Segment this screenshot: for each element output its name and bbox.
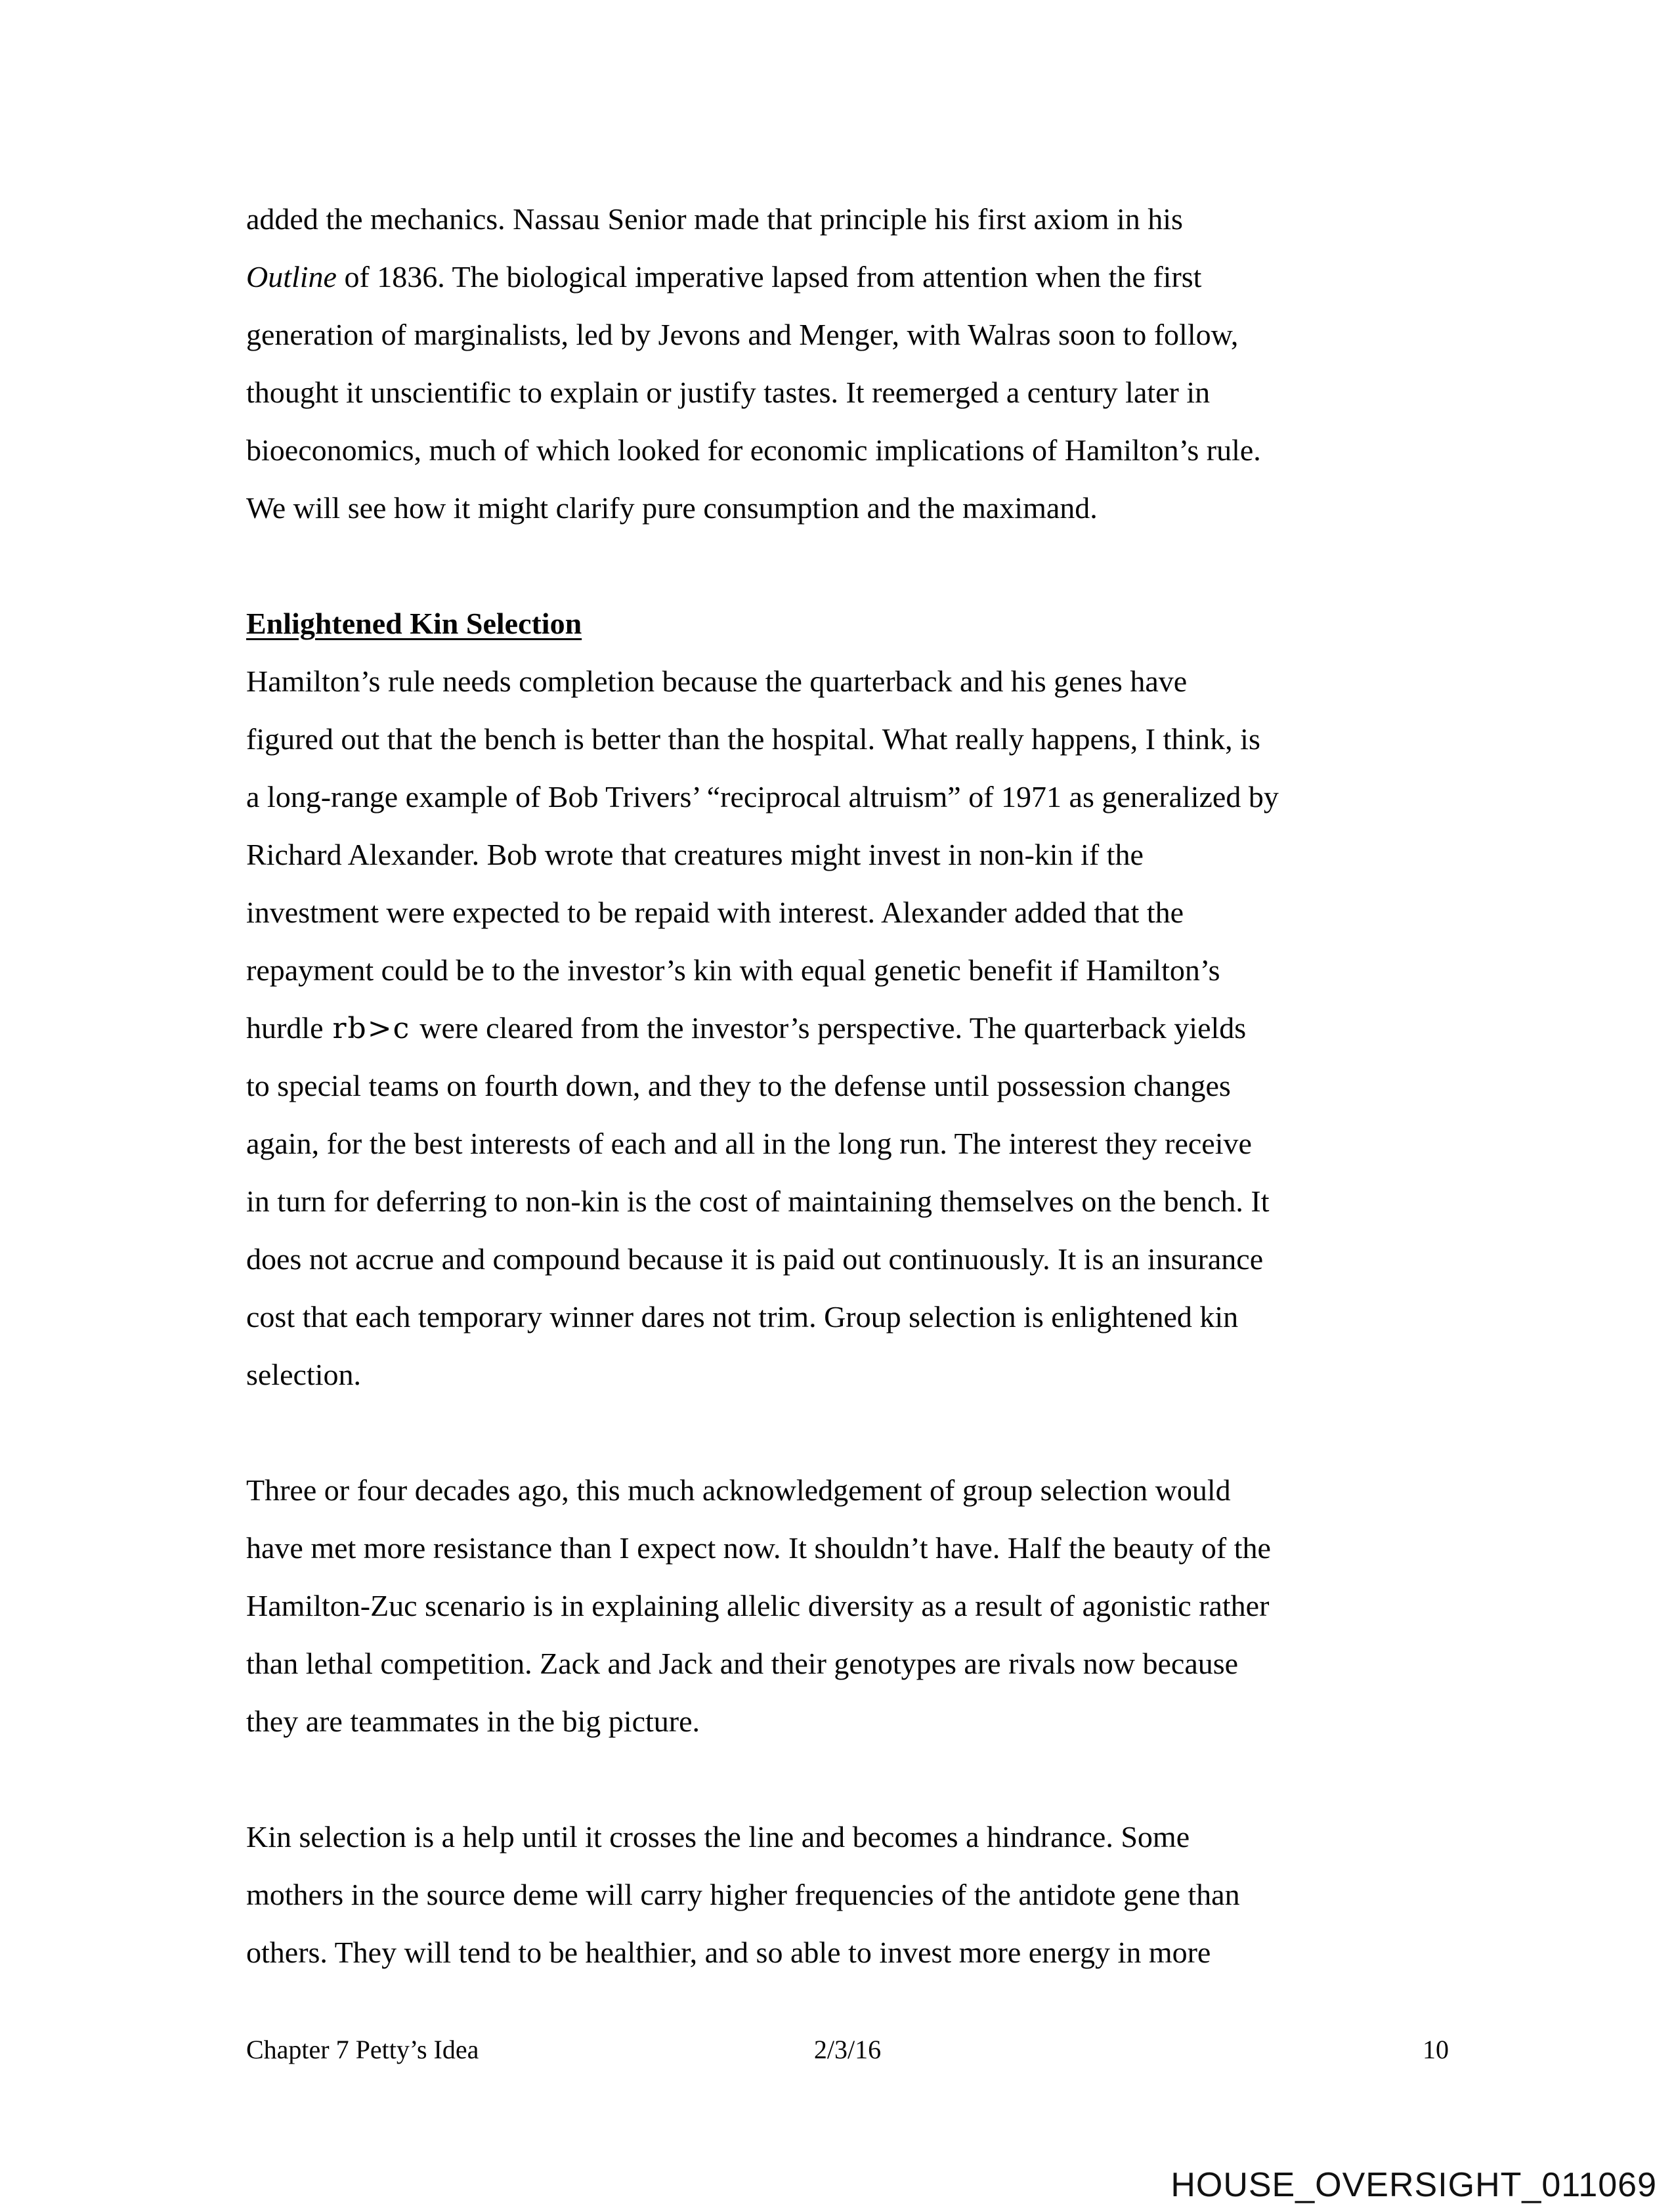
text-line (246, 1115, 1441, 1173)
text-line (246, 768, 1441, 826)
text-segment: mothers in the source deme will carry higher frequencies of the antidote gene than (246, 1878, 1240, 1911)
text-line (246, 1462, 1441, 1519)
text-segment: does not accrue and compound because it is paid out continuously. It is an insurance (246, 1242, 1264, 1276)
text-segment: they are teammates in the big picture. (246, 1704, 700, 1738)
paragraph (246, 190, 1441, 537)
text-segment: generation of marginalists, led by Jevons and Menger, with Walras soon to follow, (246, 318, 1239, 351)
text-line (246, 1693, 1441, 1750)
text-segment: than lethal competition. Zack and Jack and their genotypes are rivals now because (246, 1647, 1239, 1680)
text-line (246, 1057, 1441, 1115)
text-line (246, 1288, 1441, 1346)
text-segment: to special teams on fourth down, and they to the defense until possession changes (246, 1069, 1231, 1102)
text-segment: Richard Alexander. Bob wrote that creatures might invest in non-kin if the (246, 838, 1144, 871)
text-segment: added the mechanics. Nassau Senior made that principle his first axiom in his (246, 202, 1183, 236)
section-heading: Enlightened Kin Selection (246, 607, 582, 640)
bates-stamp: HOUSE_OVERSIGHT_011069 (1170, 2166, 1657, 2204)
text-segment: investment were expected to be repaid with interest. Alexander added that the (246, 896, 1184, 929)
paragraph (246, 1462, 1441, 1750)
text-segment: thought it unscientific to explain or justify tastes. It reemerged a century later in (246, 376, 1211, 409)
text-line (246, 1173, 1441, 1230)
text-segment-formula: rb>c (332, 1012, 411, 1045)
text-line (246, 1808, 1441, 1866)
text-line (246, 306, 1441, 364)
text-line (246, 999, 1441, 1057)
text-line (246, 422, 1441, 479)
text-segment-italic: Outline (246, 260, 337, 293)
footer-page-number: 10 (1423, 2035, 1449, 2064)
text-segment: have met more resistance than I expect now. It shouldn’t have. Half the beauty of the (246, 1531, 1271, 1565)
text-segment: hurdle (246, 1011, 324, 1045)
text-segment: bioeconomics, much of which looked for economic implications of Hamilton’s rule. (246, 433, 1261, 467)
text-line (246, 190, 1441, 248)
text-segment: Kin selection is a help until it crosses the line and becomes a hindrance. Some (246, 1820, 1190, 1854)
text-segment: in turn for deferring to non-kin is the cost of maintaining themselves on the bench. It (246, 1184, 1270, 1218)
text-segment: again, for the best interests of each and all in the long run. The interest they receive (246, 1127, 1252, 1160)
paragraph (246, 1808, 1441, 1982)
text-line (246, 942, 1441, 999)
text-line (246, 479, 1441, 537)
text-line (246, 1519, 1441, 1577)
text-segment: a long-range example of Bob Trivers’ “reciprocal altruism” of 1971 as generalized by (246, 780, 1279, 813)
footer-date: 2/3/16 (813, 2035, 882, 2064)
text-segment: selection. (246, 1358, 361, 1391)
page-footer (246, 2034, 1449, 2066)
document-body (246, 190, 1441, 1982)
text-line (246, 1866, 1441, 1924)
text-segment: Hamilton-Zuc scenario is in explaining allelic diversity as a result of agonistic rather (246, 1589, 1270, 1622)
text-line (246, 248, 1441, 306)
footer-chapter-title: Chapter 7 Petty’s Idea (246, 2035, 479, 2064)
text-line (246, 653, 1441, 710)
text-line (246, 826, 1441, 884)
text-line (246, 710, 1441, 768)
text-segment: Three or four decades ago, this much acknowledgement of group selection would (246, 1473, 1231, 1507)
text-line (246, 884, 1441, 942)
text-segment: others. They will tend to be healthier, and so able to invest more energy in more (246, 1936, 1211, 1969)
text-segment: repayment could be to the investor’s kin with equal genetic benefit if Hamilton’s (246, 953, 1220, 987)
text-segment: Hamilton’s rule needs completion because the quarterback and his genes have (246, 664, 1188, 698)
text-segment: cost that each temporary winner dares not trim. Group selection is enlightened kin (246, 1300, 1239, 1334)
text-segment: We will see how it might clarify pure consumption and the maximand. (246, 491, 1098, 525)
text-segment: were cleared from the investor’s perspective. The quarterback yields (419, 1011, 1247, 1045)
text-line (246, 364, 1441, 422)
text-line (246, 1577, 1441, 1635)
text-line (246, 1346, 1441, 1404)
text-segment: of 1836. The biological imperative lapsed from attention when the first (336, 260, 1202, 293)
text-line (246, 1635, 1441, 1693)
text-line (246, 1924, 1441, 1982)
paragraph (246, 653, 1441, 1404)
text-segment: figured out that the bench is better than the hospital. What really happens, I think, is (246, 722, 1260, 756)
text-line (246, 1230, 1441, 1288)
